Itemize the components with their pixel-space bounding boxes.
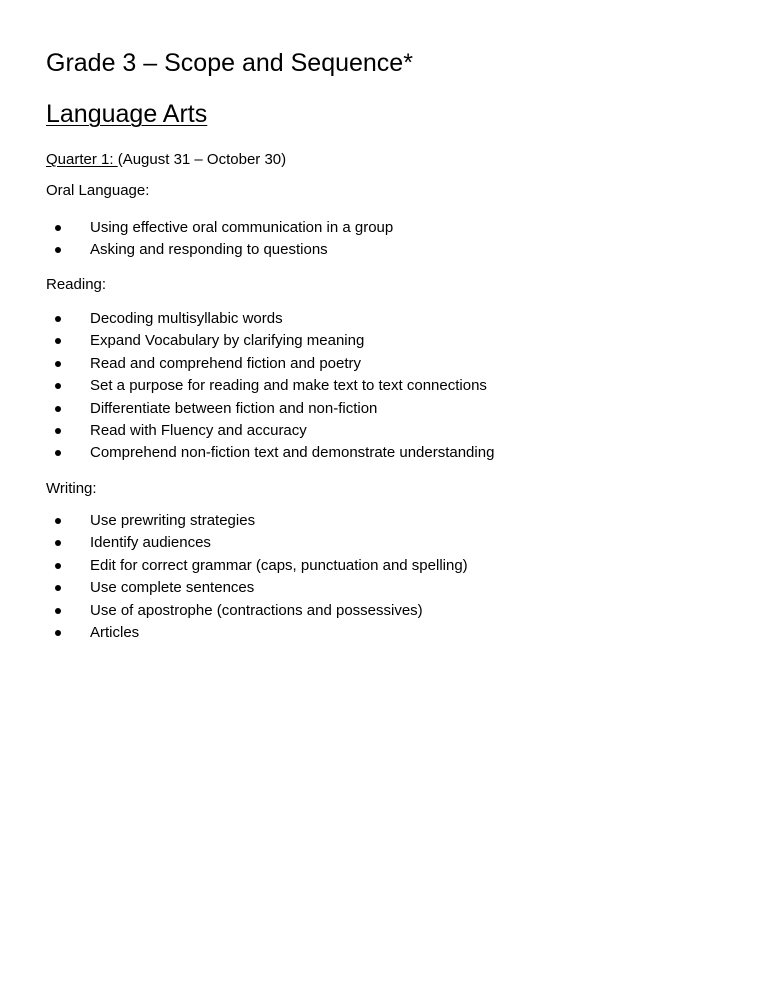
- section-heading-reading: Reading:: [46, 276, 107, 293]
- list-item: Identify audiences: [46, 532, 468, 554]
- writing-list: [46, 510, 468, 644]
- list-item: Set a purpose for reading and make text to text connections: [46, 375, 494, 397]
- subject-heading: Language Arts: [46, 100, 208, 128]
- list-item: Asking and responding to questions: [46, 239, 393, 261]
- list-item: Read with Fluency and accuracy: [46, 420, 494, 442]
- reading-list: [46, 308, 494, 465]
- list-item: Edit for correct grammar (caps, punctuation and spelling): [46, 555, 468, 577]
- list-item: Use of apostrophe (contractions and possessives): [46, 600, 468, 622]
- list-item: Read and comprehend fiction and poetry: [46, 353, 494, 375]
- list-item: Use complete sentences: [46, 577, 468, 599]
- page-title: Grade 3 – Scope and Sequence*: [46, 49, 413, 77]
- list-item: Comprehend non-fiction text and demonstrate understanding: [46, 442, 494, 464]
- section-heading-writing: Writing:: [46, 480, 97, 497]
- list-item: Articles: [46, 622, 468, 644]
- list-item: Using effective oral communication in a group: [46, 217, 393, 239]
- quarter-line: [46, 150, 286, 170]
- list-item: Use prewriting strategies: [46, 510, 468, 532]
- list-item: Differentiate between fiction and non-fiction: [46, 398, 494, 420]
- quarter-label: Quarter 1:: [46, 151, 118, 168]
- list-item: Decoding multisyllabic words: [46, 308, 494, 330]
- oral-language-list: [46, 217, 393, 262]
- quarter-dates: (August 31 – October 30): [117, 151, 287, 168]
- section-heading-oral-language: Oral Language:: [46, 182, 150, 199]
- list-item: Expand Vocabulary by clarifying meaning: [46, 330, 494, 352]
